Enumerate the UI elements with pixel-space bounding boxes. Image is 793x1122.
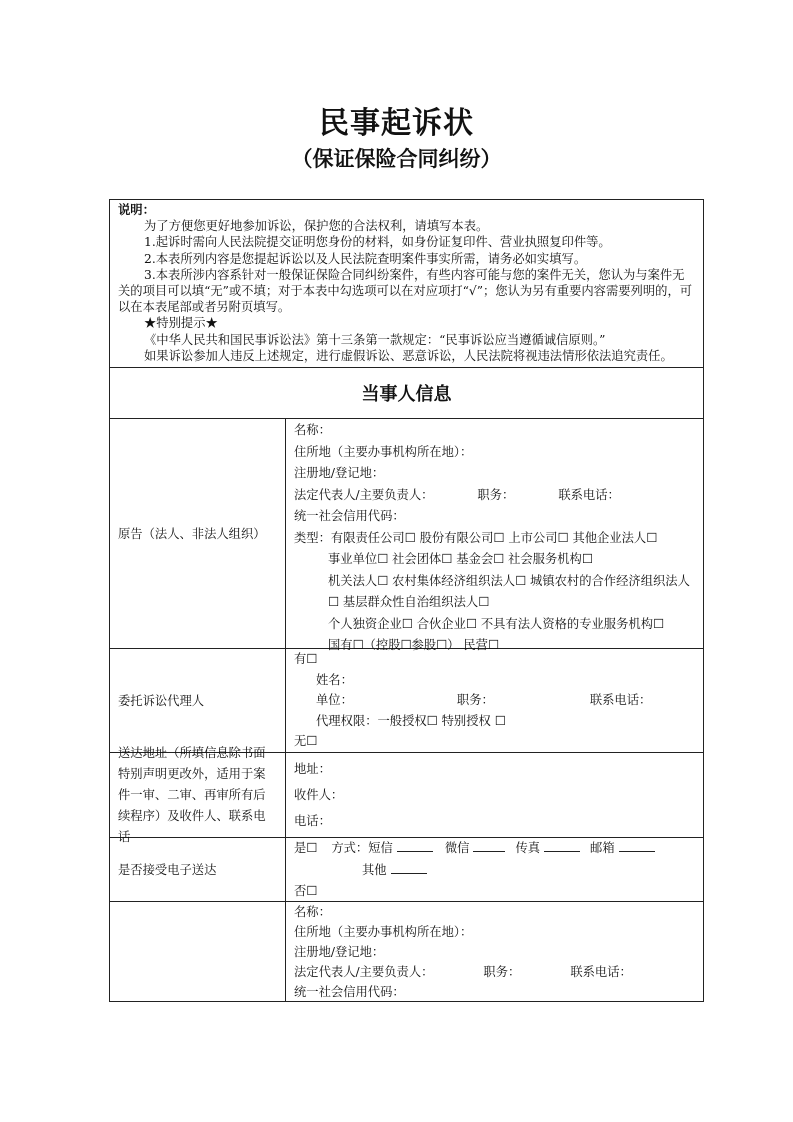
section-row — [110, 367, 703, 418]
plaintiff-rep-field[interactable]: 法定代表人/主要负责人： — [294, 487, 434, 502]
recipient-field[interactable]: 收件人： — [294, 788, 344, 803]
plaintiff-fields — [286, 419, 703, 653]
fax-label: 传真 — [515, 841, 541, 856]
defendant-phone-field[interactable]: 联系电话： — [570, 965, 632, 980]
plaintiff-name-field[interactable]: 名称： — [294, 423, 331, 438]
instruction-line: 1.起诉时需向人民法院提交证明您身份的材料，如身份证复印件、营业执照复印件等。 — [144, 235, 611, 250]
defendant-rep-field[interactable]: 法定代表人/主要负责人： — [294, 965, 434, 980]
wechat-input[interactable] — [473, 839, 505, 852]
instruction-line: 为了方便您更好地参加诉讼，保护您的合法权利，请填写本表。 — [144, 219, 489, 234]
fax-input[interactable] — [544, 839, 580, 852]
plaintiff-type-options[interactable]: 个人独资企业☐ 合伙企业☐ 不具有法人资格的专业服务机构☐ — [328, 616, 665, 631]
defendant-rep-line — [294, 962, 695, 982]
plaintiff-type-options[interactable]: ☐ 基层群众性自治组织法人☐ — [328, 595, 490, 610]
plaintiff-registered-field[interactable]: 注册地/登记地： — [294, 466, 385, 481]
other-label: 其他 — [362, 862, 387, 877]
plaintiff-type-options[interactable]: 国有☐（控股☐参股☐） 民营☐ — [328, 638, 499, 653]
defendant-position-field[interactable]: 职务： — [483, 965, 521, 980]
service-address-field[interactable]: 地址： — [294, 762, 331, 777]
plaintiff-address-field[interactable]: 住所地（主要办事机构所在地）： — [294, 444, 473, 459]
defendant-registered-field[interactable]: 注册地/登记地： — [294, 945, 385, 960]
plaintiff-label: 原告（法人、非法人组织） — [110, 419, 286, 648]
agent-position-field[interactable]: 职务： — [456, 693, 494, 708]
agent-unit-line — [294, 690, 695, 711]
agent-phone-field[interactable]: 联系电话： — [589, 693, 652, 708]
section-title: 当事人信息 — [361, 384, 452, 406]
plaintiff-credit-code-field[interactable]: 统一社会信用代码： — [294, 509, 405, 524]
service-address-label: 送达地址（所填信息除书面特别声明更改外，适用于案件一审、二审、再审所有后续程序）及收件人、联系电话 — [110, 753, 286, 837]
instruction-line: 3.本表所涉内容系针对一般保证保险合同纠纷案件，有些内容可能与您的案件无关，您认为与案件无关的项目可以填“无”或不填；对于本表中勾选项可以在对应项打“√”；您认为另有重要内容需要列明的，可以在本表尾部或者另附页填写。 — [118, 267, 693, 315]
email-label: 邮箱 — [590, 841, 615, 856]
electronic-service-fields — [286, 838, 703, 901]
instructions-label: 说明： — [118, 202, 155, 217]
defendant-address-field[interactable]: 住所地（主要办事机构所在地）： — [294, 925, 473, 940]
plaintiff-type-options[interactable]: 事业单位☐ 社会团体☐ 基金会☐ 社会服务机构☐ — [328, 552, 593, 567]
notes-row — [110, 200, 703, 367]
wechat-label: 微信 — [444, 841, 470, 856]
agent-label: 委托诉讼代理人 — [110, 649, 286, 752]
instruction-line: 2.本表所列内容是您提起诉讼以及人民法院查明案件事实所需，请务必如实填写。 — [144, 251, 587, 266]
electronic-yes-line — [294, 838, 695, 860]
other-input[interactable] — [391, 861, 427, 874]
plaintiff-type-options[interactable]: 类型：有限责任公司☐ 股份有限公司☐ 上市公司☐ 其他企业法人☐ — [294, 530, 658, 545]
defendant-fields — [286, 902, 703, 1001]
agent-yes-checkbox[interactable]: 有☐ — [294, 652, 318, 667]
instruction-line: 《中华人民共和国民事诉讼法》第十三条第一款规定：“民事诉讼应当遵循诚信原则。” — [144, 332, 606, 347]
electronic-yes-checkbox[interactable]: 是☐ — [294, 841, 318, 856]
service-phone-field[interactable]: 电话： — [294, 814, 331, 829]
document-subtitle: （保证保险合同纠纷） — [291, 146, 502, 171]
electronic-other-line — [294, 860, 695, 882]
electronic-service-label: 是否接受电子送达 — [110, 838, 286, 901]
email-input[interactable] — [619, 839, 655, 852]
defendant-row — [110, 901, 703, 1001]
special-notice-heading: ★特别提示★ — [144, 316, 218, 331]
sms-input[interactable] — [397, 839, 433, 852]
sms-label: 方式：短信 — [331, 841, 393, 856]
agent-name-field[interactable]: 姓名： — [316, 672, 353, 687]
agent-authority-options[interactable]: 代理权限：一般授权☐ 特别授权 ☐ — [316, 713, 506, 728]
plaintiff-type-options[interactable]: 机关法人☐ 农村集体经济组织法人☐ 城镇农村的合作经济组织法人 — [328, 573, 690, 588]
plaintiff-row — [110, 418, 703, 653]
agent-no-checkbox[interactable]: 无☐ — [294, 734, 318, 749]
defendant-name-field[interactable]: 名称： — [294, 905, 331, 920]
electronic-service-row — [110, 837, 703, 901]
instruction-line: 如果诉讼参加人违反上述规定，进行虚假诉讼、恶意诉讼，人民法院将视违法情形依法追究责任。 — [144, 348, 673, 363]
complaint-form — [109, 199, 704, 1002]
defendant-label — [110, 902, 286, 1001]
instructions — [110, 200, 703, 367]
service-address-row — [110, 745, 703, 844]
electronic-no-checkbox[interactable]: 否☐ — [294, 884, 318, 899]
plaintiff-phone-field[interactable]: 联系电话： — [558, 487, 620, 502]
plaintiff-position-field[interactable]: 职务： — [477, 487, 515, 502]
agent-fields — [286, 649, 703, 752]
document-title: 民事起诉状 — [319, 106, 474, 141]
agent-row — [110, 648, 703, 752]
agent-unit-field[interactable]: 单位： — [316, 693, 353, 708]
defendant-credit-code-field[interactable]: 统一社会信用代码： — [294, 985, 405, 1000]
plaintiff-rep-line — [294, 485, 695, 507]
service-address-fields — [286, 753, 703, 837]
